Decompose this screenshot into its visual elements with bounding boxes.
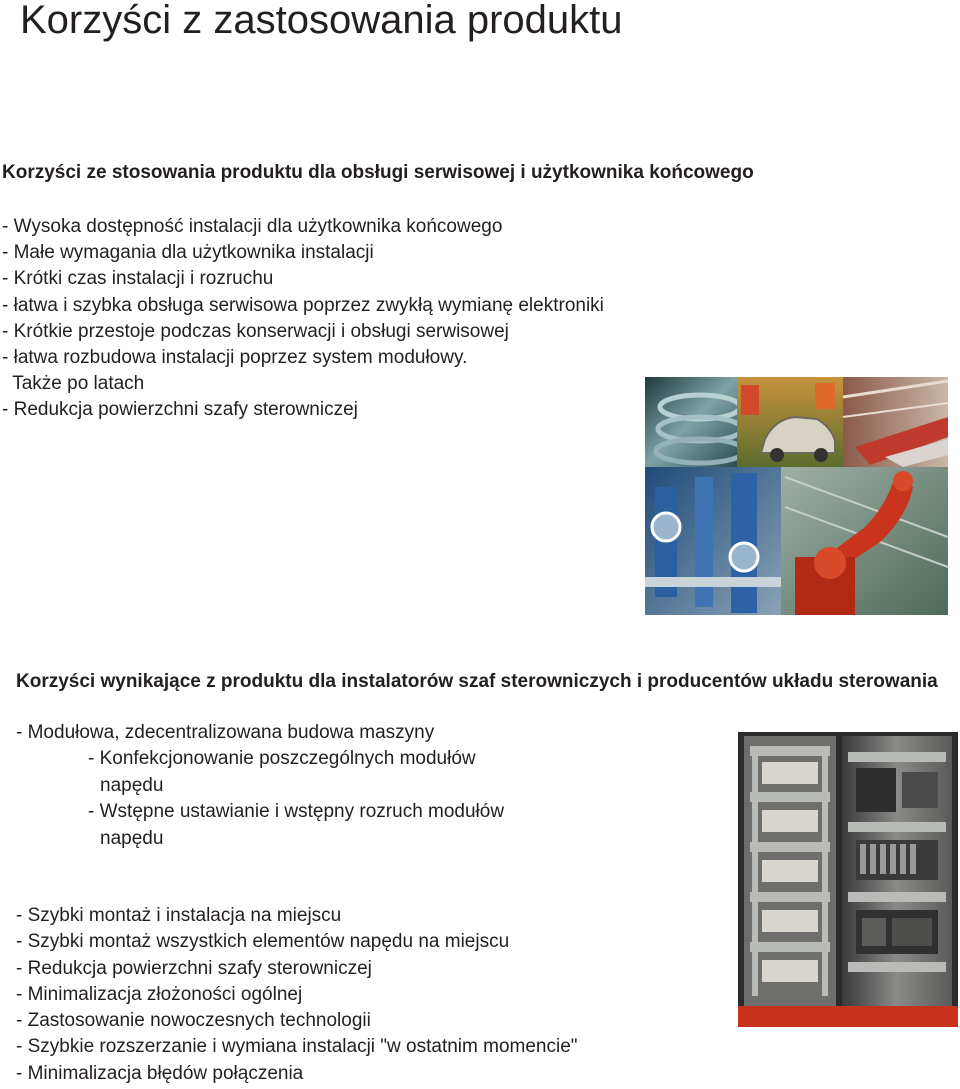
list-item: - Zastosowanie nowoczesnych technologii <box>16 1010 371 1032</box>
list-subitem-continuation: napędu <box>100 827 164 849</box>
section3-list <box>16 903 578 1087</box>
control-cabinet-photo <box>738 732 958 1027</box>
list-item: - Szybki montaż i instalacja na miejscu <box>16 905 342 926</box>
list-item: - Małe wymagania dla użytkownika instalacji <box>2 242 374 264</box>
list-item: - Modułowa, zdecentralizowana budowa maszyny <box>16 722 435 743</box>
list-item: - Krótkie przestoje podczas konserwacji i obsługi serwisowej <box>2 320 509 342</box>
section1-list <box>2 214 604 424</box>
list-item: - Redukcja powierzchni szafy sterowniczej <box>16 957 372 979</box>
section2-heading: Korzyści wynikające z produktu dla instalatorów szaf sterowniczych i producentów układu sterowania <box>16 671 938 692</box>
list-item: - Wysoka dostępność instalacji dla użytkownika końcowego <box>2 216 503 237</box>
list-item: - Krótki czas instalacji i rozruchu <box>2 268 274 290</box>
list-subitem-continuation: napędu <box>100 774 164 796</box>
list-item: - Szybkie rozszerzanie i wymiana instalacji "w ostatnim momencie" <box>16 1036 578 1058</box>
industrial-photo-collage <box>645 377 948 615</box>
list-item: - Szybki montaż wszystkich elementów napędu na miejscu <box>16 931 510 953</box>
section2-list <box>16 720 504 852</box>
section1-heading: Korzyści ze stosowania produktu dla obsługi serwisowej i użytkownika końcowego <box>2 162 754 183</box>
list-subitem: - Konfekcjonowanie poszczególnych modułów <box>88 748 476 770</box>
list-item: - łatwa rozbudowa instalacji poprzez system modułowy. <box>2 347 468 369</box>
list-item: - Minimalizacja złożoności ogólnej <box>16 983 303 1005</box>
list-subitem: - Wstępne ustawianie i wstępny rozruch modułów <box>88 801 505 823</box>
list-item: Także po latach <box>2 373 145 395</box>
list-item: - łatwa i szybka obsługa serwisowa poprzez zwykłą wymianę elektroniki <box>2 294 604 316</box>
page-title: Korzyści z zastosowania produktu <box>20 0 623 42</box>
list-item: - Minimalizacja błędów połączenia <box>16 1062 304 1084</box>
list-item: - Redukcja powierzchni szafy sterowniczej <box>2 399 358 421</box>
